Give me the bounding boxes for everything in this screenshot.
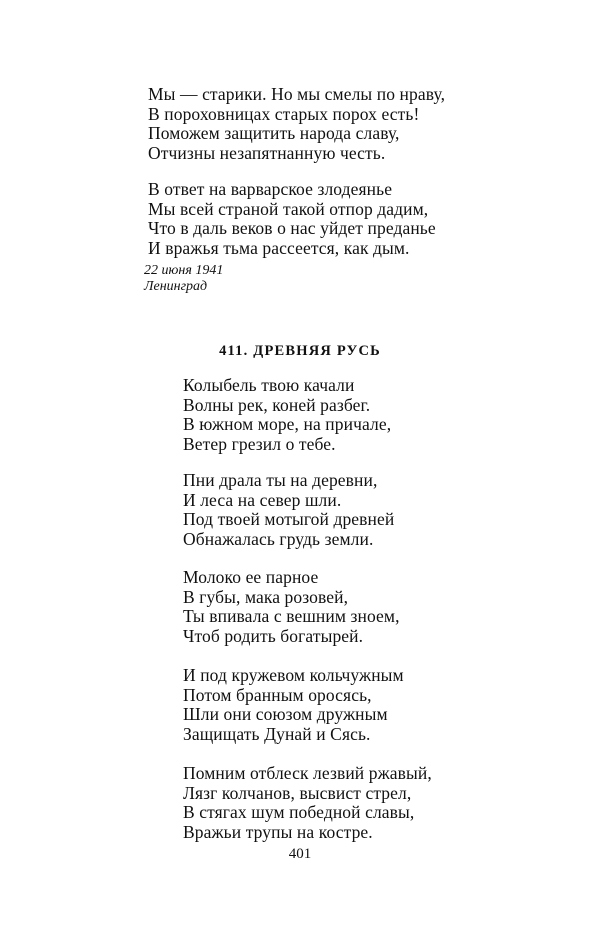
verse-line: И леса на север шли. <box>183 489 342 510</box>
verse-line: Шли они союзом дружным <box>183 704 388 724</box>
verse-line: И под кружевом кольчужным <box>183 665 404 685</box>
stanza <box>183 376 391 454</box>
stanza <box>183 764 432 842</box>
verse-line: Лязг колчанов, высвист стрел, <box>183 782 412 803</box>
verse-line: Помним отблеск лезвий ржавый, <box>183 763 432 783</box>
page-number: 401 <box>288 846 312 862</box>
verse-line: Молоко ее парное <box>183 567 319 587</box>
verse-line: И вражья тьма рассеется, как дым. <box>148 237 410 258</box>
verse-line: Защищать Дунай и Сясь. <box>183 723 371 744</box>
verse-line: В ответ на варварское злодеянье <box>148 179 393 199</box>
verse-line: Мы всей страной такой отпор дадим, <box>148 198 429 219</box>
poem-title: 411. ДРЕВНЯЯ РУСЬ <box>219 343 381 359</box>
verse-line: Волны рек, коней разбег. <box>183 394 371 415</box>
verse-line: В губы, мака розовей, <box>183 586 349 607</box>
stanza <box>183 471 394 549</box>
stanza <box>183 666 404 744</box>
verse-line: В стягах шум победной славы, <box>183 802 415 822</box>
verse-line: Что в даль веков о нас уйдет преданье <box>148 218 436 238</box>
stanza <box>148 180 436 258</box>
verse-line: Чтоб родить богатырей. <box>183 625 364 646</box>
verse-line: Пни драла ты на деревни, <box>183 470 378 490</box>
stanza <box>148 85 445 163</box>
verse-line: Потом бранным оросясь, <box>183 684 372 705</box>
poem-place: Ленинград <box>144 279 208 294</box>
verse-line: Вражьи трупы на костре. <box>183 821 373 842</box>
verse-line: Колыбель твою качали <box>183 375 355 395</box>
verse-line: Ветер грезил о тебе. <box>183 433 336 454</box>
verse-line: Отчизны незапятнанную честь. <box>148 142 386 163</box>
verse-line: Ты впивала с вешним зноем, <box>183 606 400 626</box>
verse-line: Мы — старики. Но мы смелы по нраву, <box>148 84 446 104</box>
verse-line: Обнажалась грудь земли. <box>183 528 374 549</box>
poem-date: 22 июня 1941 <box>144 263 224 278</box>
verse-line: Под твоей мотыгой древней <box>183 509 395 529</box>
poem-dateline <box>144 263 223 295</box>
verse-line: Поможем защитить народа славу, <box>148 123 400 143</box>
verse-line: В южном море, на причале, <box>183 414 392 434</box>
stanza <box>183 568 400 646</box>
verse-line: В пороховницах старых порох есть! <box>148 103 420 124</box>
